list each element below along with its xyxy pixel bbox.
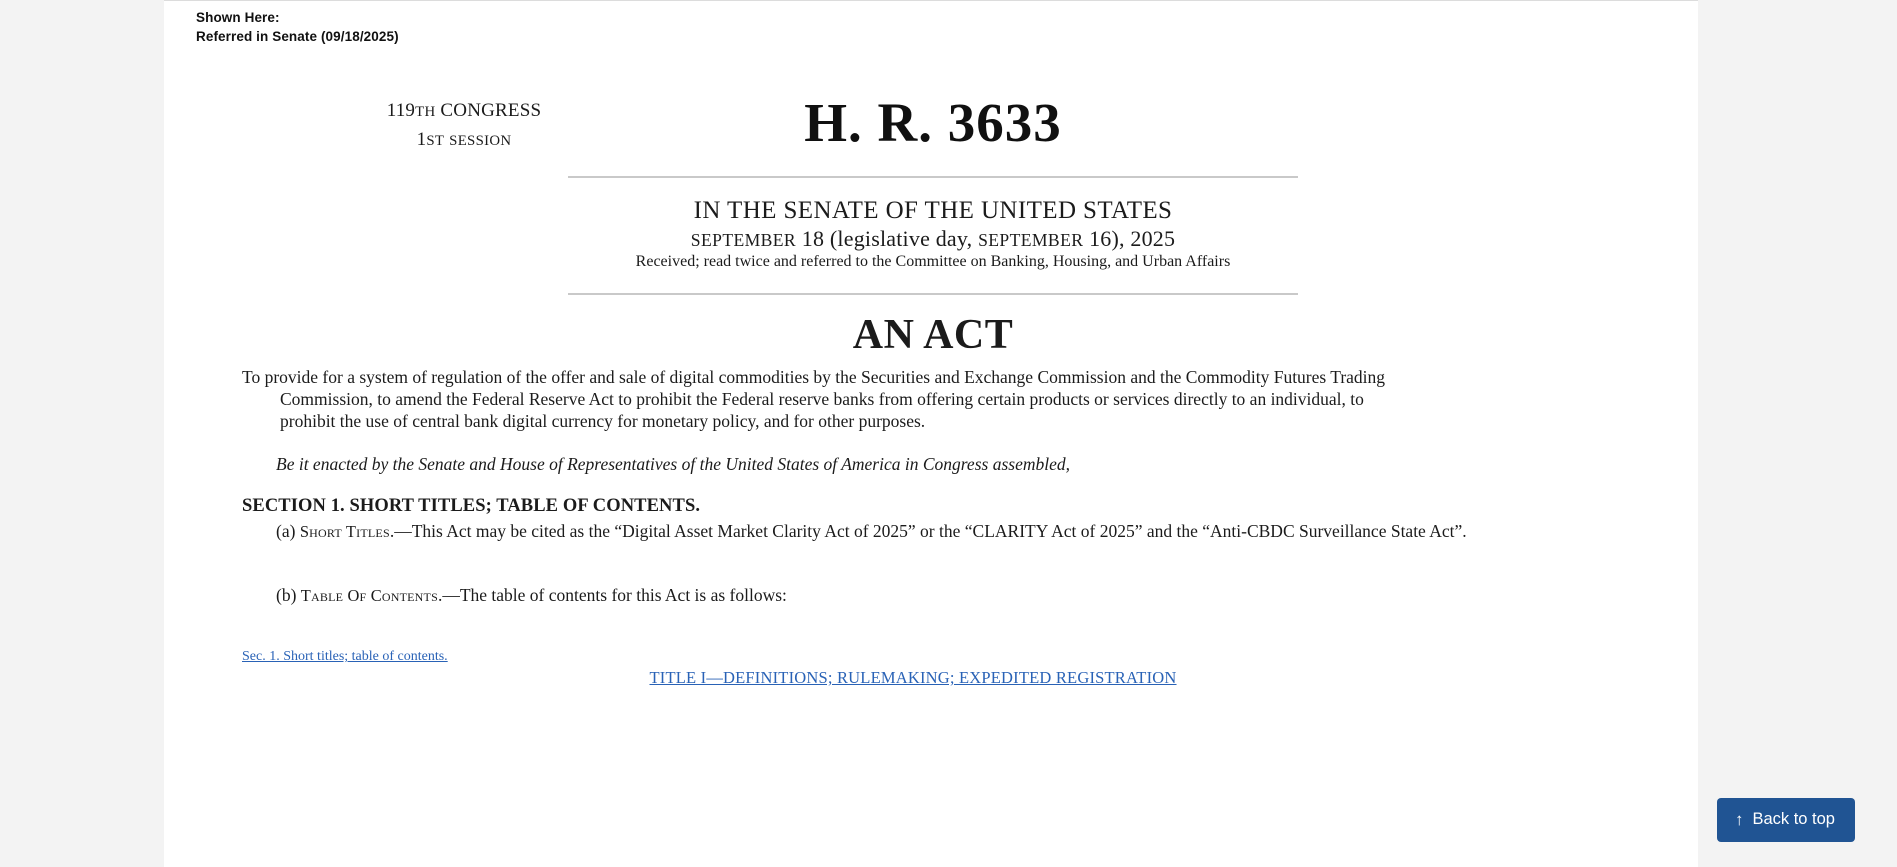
left-gutter [0, 0, 164, 867]
purpose-line-1: To provide for a system of regulation of the offer and sale of digital commodities by the Securities and Exchange Commission and the Commodity Futures Trading [242, 367, 1386, 387]
congress-ordinal-suffix: TH [415, 104, 436, 120]
session-ordinal-suffix: ST [426, 133, 445, 149]
divider-bottom [568, 293, 1298, 295]
date-month-first: SEPTEMBER [690, 230, 797, 250]
action-date-line [568, 226, 1298, 252]
subsection-a [242, 520, 1488, 543]
date-day-second: 16), 2025 [1089, 226, 1176, 251]
document-surface [164, 0, 1698, 867]
bill-number-heading: H. R. 3633 [804, 92, 1062, 153]
purpose-line-3: prohibit the use of central bank digital currency for monetary policy, and for other purposes. [280, 411, 926, 432]
subsection-a-marker: (a) [276, 521, 296, 541]
date-legislative-label: (legislative day, [829, 226, 973, 251]
bill-purpose-paragraph [242, 366, 1488, 433]
congress-word: CONGRESS [440, 100, 542, 121]
bill-version-label: Referred in Senate (09/18/2025) [196, 28, 399, 44]
date-month-second: SEPTEMBER [978, 230, 1084, 250]
congress-number: 119 [386, 100, 416, 121]
subsection-a-header: Short Titles [299, 522, 390, 541]
toc-link-sec-1[interactable]: Sec. 1. Short titles; table of contents. [242, 649, 448, 664]
shown-here-block [196, 9, 399, 46]
shown-here-label: Shown Here: [196, 10, 280, 25]
received-referral-line: Received; read twice and referred to the Committee on Banking, Housing, and Urban Affairs [635, 253, 1231, 270]
arrow-up-icon: ↑ [1734, 810, 1744, 829]
section-1-heading: SECTION 1. SHORT TITLES; TABLE OF CONTENTS. [242, 496, 701, 516]
session-word: SESSION [449, 133, 512, 149]
subsection-b [276, 584, 1522, 607]
toc-link-title-1[interactable]: TITLE I—DEFINITIONS; RULEMAKING; EXPEDITED REGISTRATION [649, 668, 1177, 687]
right-gutter [1698, 0, 1897, 867]
date-day-first: 18 [801, 226, 825, 251]
an-act-heading: AN ACT [852, 312, 1014, 358]
subsection-b-text: .—The table of contents for this Act is as follows: [437, 585, 787, 605]
back-to-top-label: Back to top [1752, 810, 1835, 828]
subsection-b-header: Table Of Contents [300, 586, 438, 605]
subsection-a-text: .—This Act may be cited as the “Digital Asset Market Clarity Act of 2025” or the “CLARITY Act of 2025” and the “Anti-CBDC Surveillance State Act”. [389, 521, 1467, 541]
divider-top [568, 176, 1298, 178]
back-to-top-button[interactable] [1717, 798, 1855, 842]
purpose-line-2: Commission, to amend the Federal Reserve Act to prohibit the Federal reserve banks from offering certain products or services directly to an individual, to [280, 389, 1364, 410]
chamber-heading: IN THE SENATE OF THE UNITED STATES [693, 197, 1173, 224]
session-number: 1 [416, 129, 427, 150]
subsection-b-marker: (b) [276, 585, 297, 605]
enacting-clause: Be it enacted by the Senate and House of Representatives of the United States of America in Congress assembled, [276, 454, 1070, 474]
